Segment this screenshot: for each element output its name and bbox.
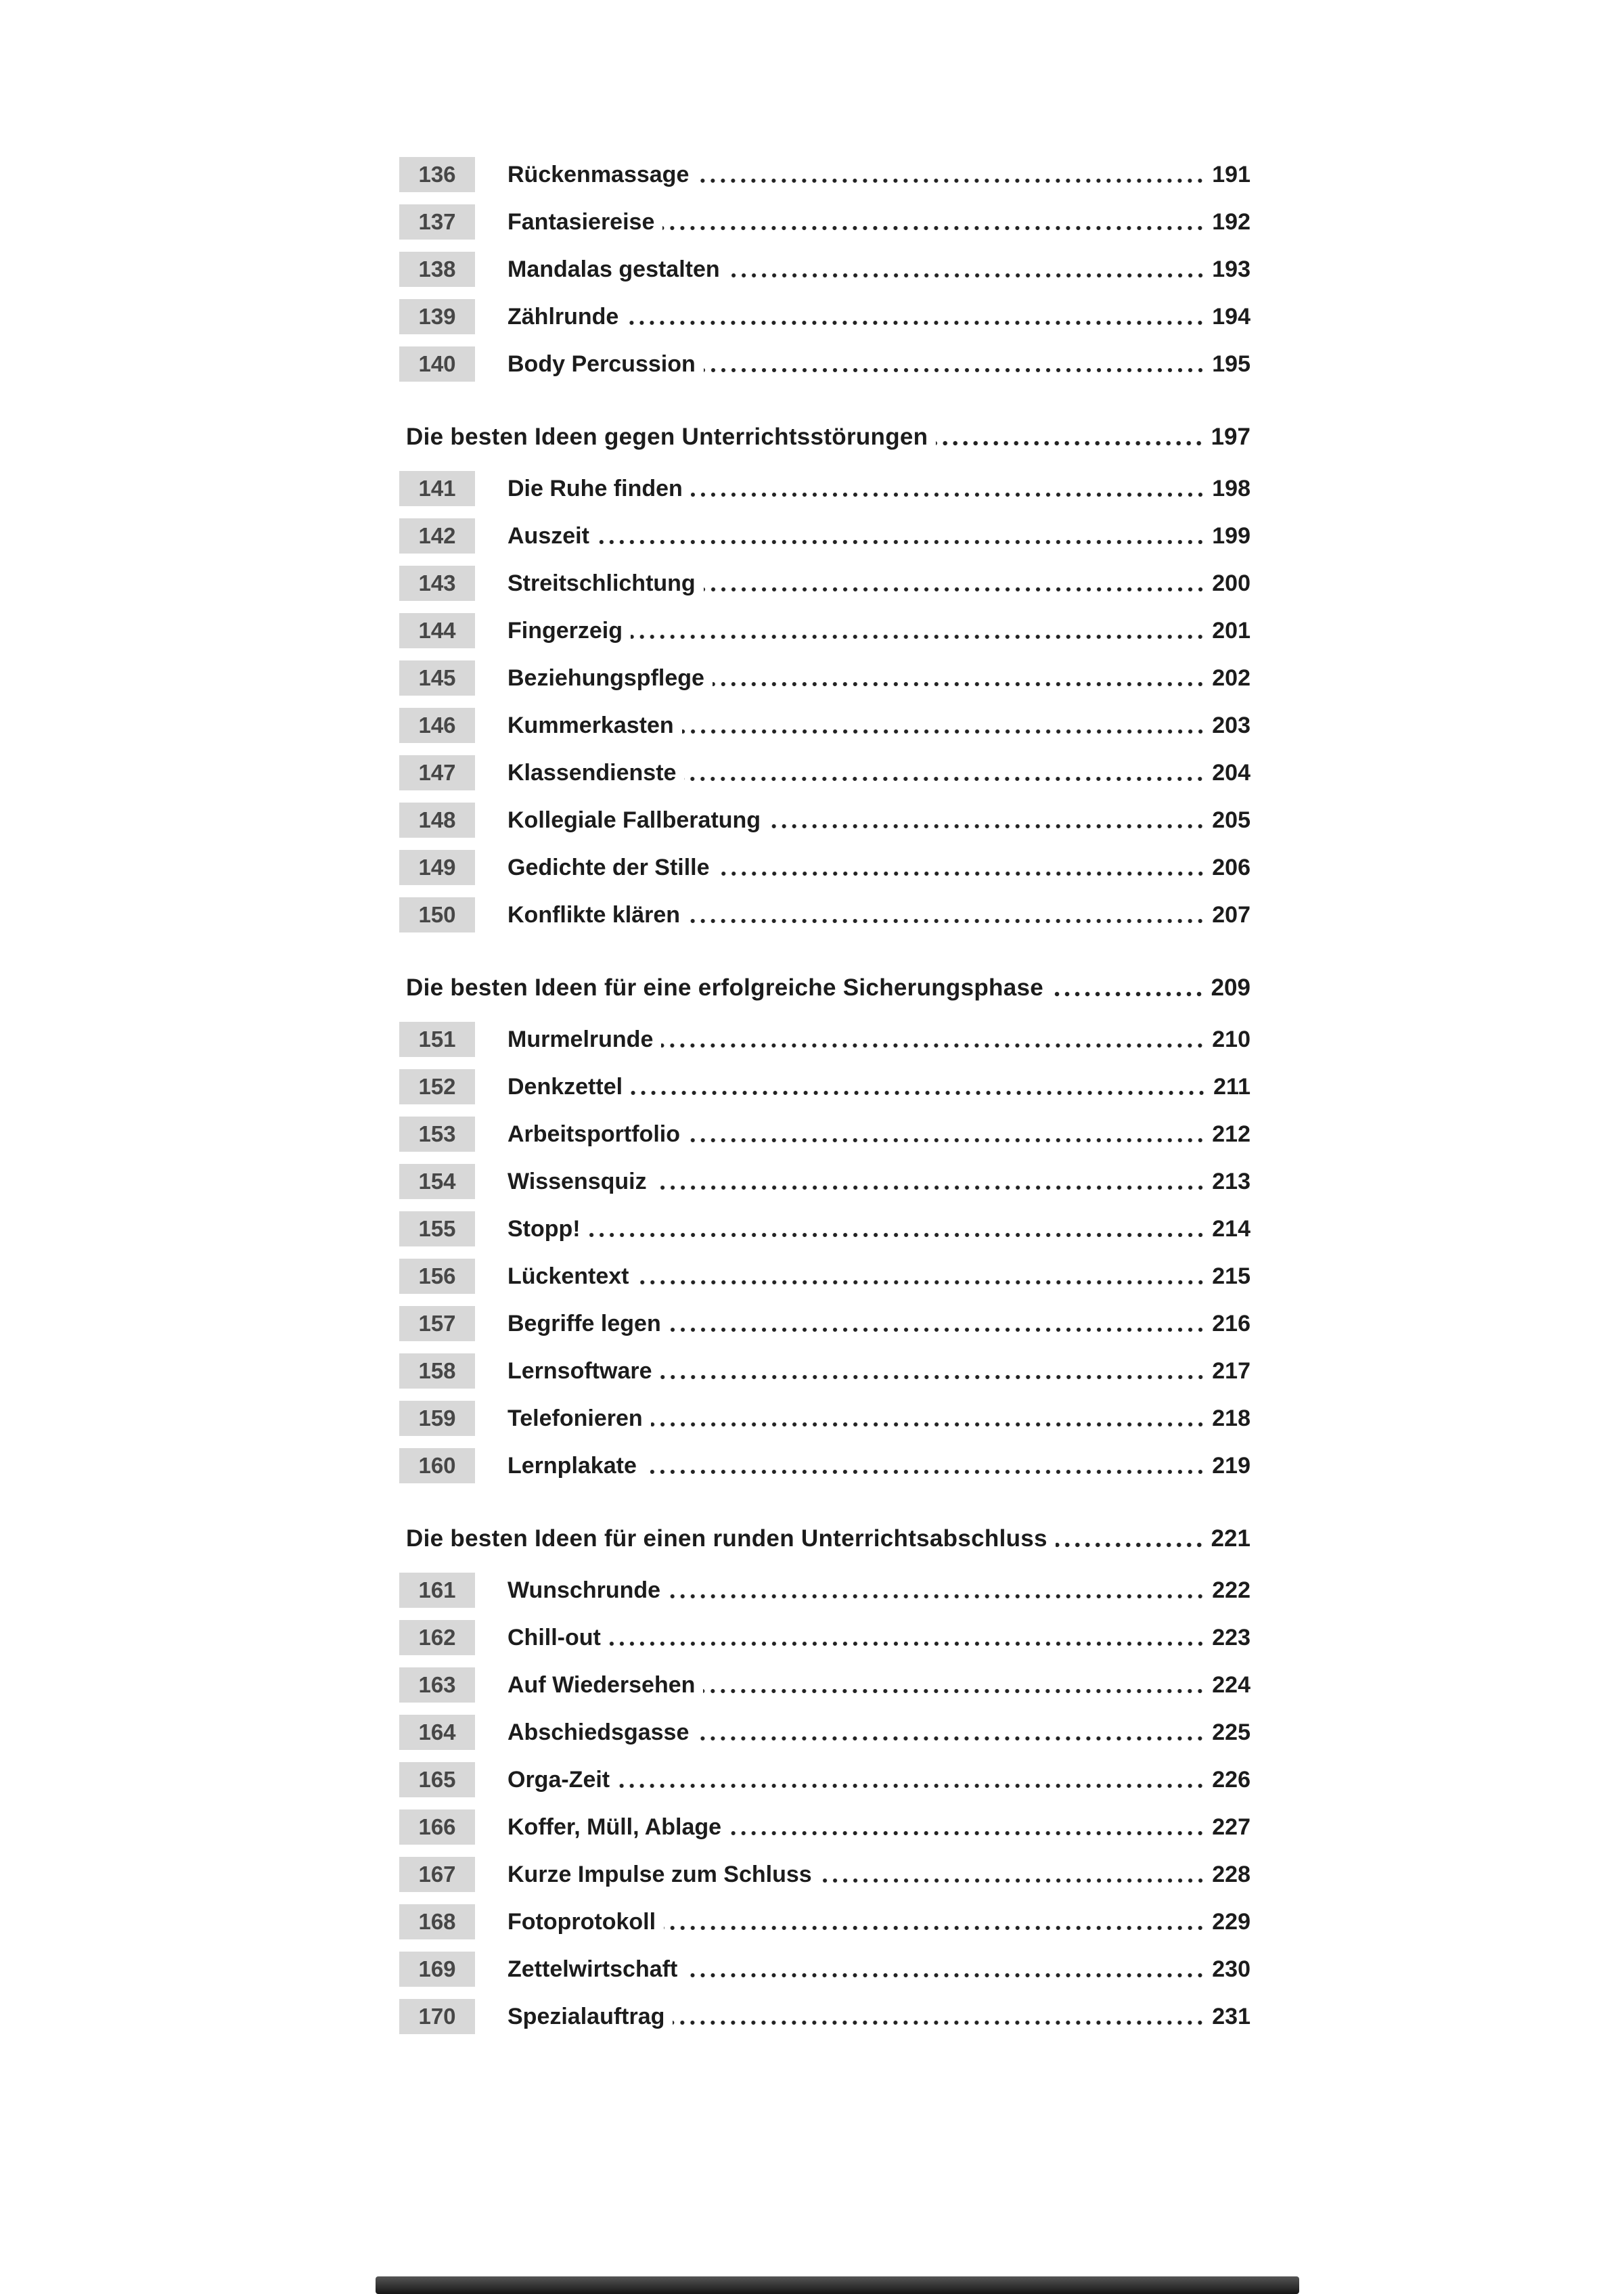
entry-title: Klassendienste bbox=[508, 759, 677, 786]
entry-page-number: 199 bbox=[1212, 522, 1250, 549]
section-heading-title: Die besten Ideen für einen runden Unterrichtsabschluss bbox=[406, 1525, 1047, 1552]
dot-leader bbox=[728, 273, 1206, 278]
toc-entry bbox=[399, 157, 1250, 192]
dot-leader bbox=[684, 776, 1205, 782]
entry-page-number: 213 bbox=[1212, 1168, 1250, 1194]
dot-leader bbox=[651, 1422, 1206, 1427]
entry-number-badge: 150 bbox=[399, 897, 475, 932]
entry-number-badge: 167 bbox=[399, 1857, 475, 1892]
dot-leader bbox=[645, 1469, 1205, 1475]
toc-entry bbox=[399, 1762, 1250, 1797]
toc-entry bbox=[399, 299, 1250, 334]
entry-page-number: 229 bbox=[1212, 1908, 1250, 1935]
entry-page-number: 207 bbox=[1212, 901, 1250, 928]
dot-leader bbox=[661, 1043, 1205, 1048]
entry-title: Rückenmassage bbox=[508, 161, 690, 187]
dot-leader bbox=[1052, 991, 1204, 997]
entry-title: Auf Wiedersehen bbox=[508, 1671, 696, 1698]
dot-leader bbox=[691, 492, 1205, 497]
entry-number-badge: 153 bbox=[399, 1117, 475, 1152]
toc-entry bbox=[399, 204, 1250, 240]
entry-title: Lernsoftware bbox=[508, 1357, 652, 1384]
entry-number-badge: 158 bbox=[399, 1353, 475, 1389]
entry-title: Denkzettel bbox=[508, 1073, 623, 1100]
entry-page-number: 205 bbox=[1212, 807, 1250, 833]
toc-entry bbox=[399, 1715, 1250, 1750]
toc-entry bbox=[399, 1259, 1250, 1294]
entry-number-badge: 149 bbox=[399, 850, 475, 885]
entry-title: Lernplakate bbox=[508, 1452, 637, 1479]
entry-number-badge: 161 bbox=[399, 1573, 475, 1608]
entry-title: Chill-out bbox=[508, 1624, 601, 1650]
dot-leader bbox=[631, 1090, 1206, 1096]
entry-page-number: 222 bbox=[1212, 1577, 1250, 1603]
toc-section-heading bbox=[399, 1521, 1250, 1556]
entry-title: Zählrunde bbox=[508, 303, 619, 330]
entry-number-badge: 164 bbox=[399, 1715, 475, 1750]
toc-entry bbox=[399, 1620, 1250, 1655]
toc-entry bbox=[399, 1952, 1250, 1987]
entry-number-badge: 162 bbox=[399, 1620, 475, 1655]
section-heading-title: Die besten Ideen für eine erfolgreiche Sicherungsphase bbox=[406, 974, 1044, 1001]
entry-page-number: 227 bbox=[1212, 1814, 1250, 1840]
toc-entry bbox=[399, 755, 1250, 790]
entry-number-badge: 159 bbox=[399, 1401, 475, 1436]
entry-page-number: 192 bbox=[1212, 208, 1250, 235]
entry-number-badge: 138 bbox=[399, 252, 475, 287]
toc-entry bbox=[399, 613, 1250, 648]
entry-page-number: 219 bbox=[1212, 1452, 1250, 1479]
entry-title: Beziehungspflege bbox=[508, 665, 704, 691]
entry-page-number: 210 bbox=[1212, 1026, 1250, 1052]
dot-leader bbox=[589, 1232, 1206, 1238]
toc-entry bbox=[399, 1211, 1250, 1246]
dot-leader bbox=[697, 1736, 1205, 1741]
entry-title: Spezialauftrag bbox=[508, 2003, 665, 2029]
dot-leader bbox=[704, 587, 1206, 592]
dot-leader bbox=[688, 918, 1205, 924]
dot-leader bbox=[664, 1925, 1205, 1931]
toc-entry bbox=[399, 850, 1250, 885]
entry-title: Die Ruhe finden bbox=[508, 475, 683, 501]
entry-title: Abschiedsgasse bbox=[508, 1719, 690, 1745]
entry-page-number: 195 bbox=[1212, 351, 1250, 377]
entry-title: Gedichte der Stille bbox=[508, 854, 710, 880]
toc-entry bbox=[399, 1809, 1250, 1845]
entry-title: Wunschrunde bbox=[508, 1577, 661, 1603]
dot-leader bbox=[669, 1594, 1205, 1599]
entry-title: Fingerzeig bbox=[508, 617, 623, 644]
entry-page-number: 218 bbox=[1212, 1405, 1250, 1431]
entry-title: Auszeit bbox=[508, 522, 589, 549]
entry-number-badge: 140 bbox=[399, 346, 475, 382]
dot-leader bbox=[729, 1830, 1205, 1836]
dot-leader bbox=[627, 320, 1205, 325]
entry-title: Streitschlichtung bbox=[508, 570, 696, 596]
toc-entry bbox=[399, 252, 1250, 287]
dot-leader bbox=[662, 225, 1205, 231]
section-heading-title: Die besten Ideen gegen Unterrichtsstörungen bbox=[406, 424, 928, 450]
entry-number-badge: 137 bbox=[399, 204, 475, 240]
entry-page-number: 230 bbox=[1212, 1956, 1250, 1982]
page-edge-bar bbox=[376, 2276, 1299, 2294]
entry-page-number: 212 bbox=[1212, 1121, 1250, 1147]
dot-leader bbox=[718, 871, 1206, 876]
toc-entry bbox=[399, 1857, 1250, 1892]
entry-number-badge: 152 bbox=[399, 1069, 475, 1104]
entry-number-badge: 165 bbox=[399, 1762, 475, 1797]
entry-title: Begriffe legen bbox=[508, 1310, 661, 1336]
dot-leader bbox=[669, 1327, 1206, 1332]
entry-number-badge: 146 bbox=[399, 708, 475, 743]
entry-title: Kurze Impulse zum Schluss bbox=[508, 1861, 812, 1887]
entry-number-badge: 147 bbox=[399, 755, 475, 790]
dot-leader bbox=[936, 441, 1204, 446]
entry-number-badge: 169 bbox=[399, 1952, 475, 1987]
toc-entry bbox=[399, 1353, 1250, 1389]
toc-entry bbox=[399, 1999, 1250, 2034]
entry-number-badge: 166 bbox=[399, 1809, 475, 1845]
entry-number-badge: 155 bbox=[399, 1211, 475, 1246]
entry-page-number: 202 bbox=[1212, 665, 1250, 691]
toc-entry bbox=[399, 1117, 1250, 1152]
dot-leader bbox=[688, 1138, 1205, 1143]
entry-page-number: 225 bbox=[1212, 1719, 1250, 1745]
entry-page-number: 215 bbox=[1212, 1263, 1250, 1289]
dot-leader bbox=[703, 1688, 1205, 1694]
entry-number-badge: 157 bbox=[399, 1306, 475, 1341]
entry-title: Stopp! bbox=[508, 1215, 581, 1242]
toc-entry bbox=[399, 566, 1250, 601]
dot-leader bbox=[618, 1783, 1205, 1789]
entry-page-number: 191 bbox=[1212, 161, 1250, 187]
entry-number-badge: 168 bbox=[399, 1904, 475, 1939]
entry-page-number: 217 bbox=[1212, 1357, 1250, 1384]
entry-number-badge: 142 bbox=[399, 518, 475, 554]
entry-number-badge: 143 bbox=[399, 566, 475, 601]
entry-number-badge: 170 bbox=[399, 1999, 475, 2034]
dot-leader bbox=[673, 2020, 1205, 2025]
dot-leader bbox=[713, 681, 1205, 687]
entry-number-badge: 141 bbox=[399, 471, 475, 506]
toc-entry bbox=[399, 346, 1250, 382]
dot-leader bbox=[769, 824, 1205, 829]
entry-title: Fotoprotokoll bbox=[508, 1908, 656, 1935]
entry-title: Arbeitsportfolio bbox=[508, 1121, 680, 1147]
toc-entry bbox=[399, 1164, 1250, 1199]
entry-title: Orga-Zeit bbox=[508, 1766, 610, 1793]
entry-title: Kollegiale Fallberatung bbox=[508, 807, 761, 833]
table-of-contents bbox=[399, 157, 1250, 2046]
toc-entry bbox=[399, 1306, 1250, 1341]
dot-leader bbox=[820, 1878, 1206, 1883]
toc-entry bbox=[399, 1069, 1250, 1104]
entry-number-badge: 136 bbox=[399, 157, 475, 192]
section-page-number: 209 bbox=[1211, 974, 1250, 1001]
entry-page-number: 214 bbox=[1212, 1215, 1250, 1242]
entry-page-number: 193 bbox=[1212, 256, 1250, 282]
dot-leader bbox=[682, 729, 1206, 734]
entry-page-number: 201 bbox=[1212, 617, 1250, 644]
entry-page-number: 203 bbox=[1212, 712, 1250, 738]
entry-page-number: 223 bbox=[1212, 1624, 1250, 1650]
dot-leader bbox=[697, 178, 1205, 183]
entry-page-number: 198 bbox=[1212, 475, 1250, 501]
entry-number-badge: 163 bbox=[399, 1667, 475, 1703]
dot-leader bbox=[1056, 1542, 1204, 1548]
toc-entry bbox=[399, 660, 1250, 696]
entry-number-badge: 151 bbox=[399, 1022, 475, 1057]
toc-entry bbox=[399, 1667, 1250, 1703]
toc-entry bbox=[399, 1573, 1250, 1608]
toc-entry bbox=[399, 518, 1250, 554]
dot-leader bbox=[631, 634, 1205, 639]
dot-leader bbox=[655, 1185, 1206, 1190]
entry-title: Koffer, Müll, Ablage bbox=[508, 1814, 722, 1840]
toc-entry bbox=[399, 1401, 1250, 1436]
entry-page-number: 231 bbox=[1212, 2003, 1250, 2029]
entry-title: Lückentext bbox=[508, 1263, 629, 1289]
entry-title: Mandalas gestalten bbox=[508, 256, 720, 282]
toc-section-heading bbox=[399, 970, 1250, 1006]
toc-entry bbox=[399, 708, 1250, 743]
toc-entry bbox=[399, 471, 1250, 506]
entry-page-number: 228 bbox=[1212, 1861, 1250, 1887]
entry-title: Telefonieren bbox=[508, 1405, 643, 1431]
entry-number-badge: 144 bbox=[399, 613, 475, 648]
toc-entry bbox=[399, 1022, 1250, 1057]
entry-page-number: 194 bbox=[1212, 303, 1250, 330]
entry-title: Kummerkasten bbox=[508, 712, 674, 738]
entry-page-number: 226 bbox=[1212, 1766, 1250, 1793]
entry-number-badge: 154 bbox=[399, 1164, 475, 1199]
section-page-number: 221 bbox=[1211, 1525, 1250, 1552]
entry-page-number: 206 bbox=[1212, 854, 1250, 880]
entry-title: Wissensquiz bbox=[508, 1168, 647, 1194]
dot-leader bbox=[597, 539, 1205, 545]
toc-entry bbox=[399, 803, 1250, 838]
entry-page-number: 216 bbox=[1212, 1310, 1250, 1336]
dot-leader bbox=[660, 1374, 1206, 1380]
entry-title: Fantasiereise bbox=[508, 208, 655, 235]
entry-number-badge: 139 bbox=[399, 299, 475, 334]
dot-leader bbox=[609, 1641, 1205, 1646]
entry-page-number: 204 bbox=[1212, 759, 1250, 786]
entry-page-number: 211 bbox=[1213, 1073, 1250, 1100]
dot-leader bbox=[637, 1280, 1206, 1285]
entry-number-badge: 160 bbox=[399, 1448, 475, 1483]
dot-leader bbox=[685, 1973, 1205, 1978]
toc-entry bbox=[399, 1448, 1250, 1483]
toc-entry bbox=[399, 1904, 1250, 1939]
section-page-number: 197 bbox=[1211, 424, 1250, 450]
entry-title: Zettelwirtschaft bbox=[508, 1956, 678, 1982]
entry-number-badge: 156 bbox=[399, 1259, 475, 1294]
toc-section-heading bbox=[399, 420, 1250, 455]
entry-title: Konflikte klären bbox=[508, 901, 681, 928]
entry-number-badge: 148 bbox=[399, 803, 475, 838]
dot-leader bbox=[704, 367, 1206, 373]
entry-page-number: 224 bbox=[1212, 1671, 1250, 1698]
entry-title: Body Percussion bbox=[508, 351, 696, 377]
entry-page-number: 200 bbox=[1212, 570, 1250, 596]
entry-title: Murmelrunde bbox=[508, 1026, 654, 1052]
toc-entry bbox=[399, 897, 1250, 932]
entry-number-badge: 145 bbox=[399, 660, 475, 696]
